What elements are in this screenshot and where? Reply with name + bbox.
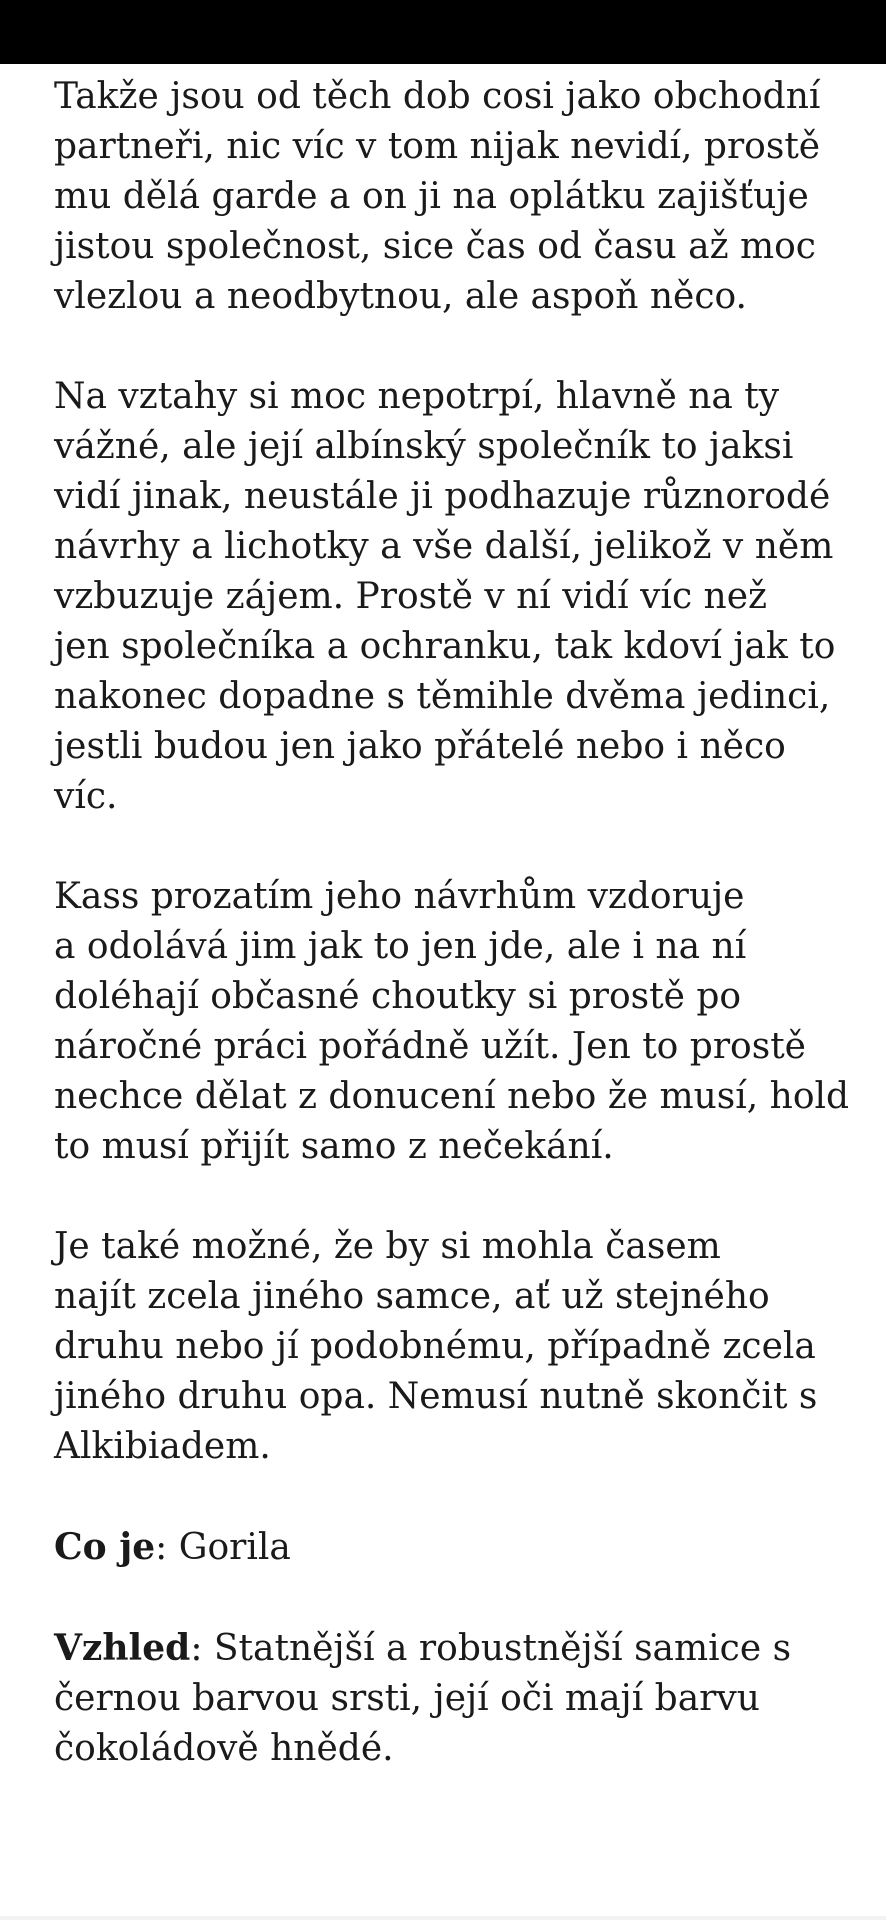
- text-line: vlezlou a neodbytnou, ale aspoň něco.: [54, 276, 747, 317]
- text-line: druhu nebo jí podobnému, případně zcela: [54, 1326, 816, 1367]
- field-value: : Statnější a robustnější samice s: [190, 1628, 792, 1669]
- text-line: vzbuzuje zájem. Prostě v ní vidí víc než: [54, 576, 768, 617]
- field-value: : Gorila: [155, 1527, 291, 1568]
- field-species: [54, 1522, 854, 1573]
- text-line: návrhy a lichotky a vše další, jelikož v něm: [54, 526, 834, 567]
- text-line: partneři, nic víc v tom nijak nevidí, prostě: [54, 126, 821, 167]
- text-line: čokoládově hnědé.: [54, 1728, 394, 1769]
- text-line: vážné, ale její albínský společník to jaksi: [54, 426, 794, 467]
- text-line: Je také možné, že by si mohla časem: [54, 1226, 721, 1267]
- text-line: [54, 1623, 854, 1674]
- text-line: to musí přijít samo z nečekání.: [54, 1126, 614, 1167]
- text-line: Kass prozatím jeho návrhům vzdoruje: [54, 876, 745, 917]
- field-label: Co je: [54, 1526, 156, 1568]
- text-line: jistou společnost, sice čas od času až moc: [54, 226, 816, 267]
- text-line: jen společníka a ochranku, tak kdoví jak to: [54, 626, 836, 667]
- text-line: nakonec dopadne s těmihle dvěma jedinci,: [54, 676, 831, 717]
- status-bar: [0, 0, 886, 64]
- text-line: jestli budou jen jako přátelé nebo i něco: [54, 726, 786, 767]
- text-line: Na vztahy si moc nepotrpí, hlavně na ty: [54, 376, 780, 417]
- text-line: Takže jsou od těch dob cosi jako obchodní: [54, 76, 821, 117]
- paragraph-kass: [54, 872, 854, 1172]
- text-line: náročné práci pořádně užít. Jen to prostě: [54, 1026, 806, 1067]
- text-line: víc.: [54, 776, 118, 817]
- text-line: mu dělá garde a on ji na oplátku zajišťuje: [54, 176, 809, 217]
- text-line: doléhají občasné choutky si prostě po: [54, 976, 742, 1017]
- text-line: a odolává jim jak to jen jde, ale i na ní: [54, 926, 747, 967]
- paragraph-relationships: [54, 372, 854, 822]
- article-body: [54, 72, 854, 1774]
- paragraph-possibility: [54, 1222, 854, 1472]
- bottom-divider: [0, 1916, 886, 1920]
- text-line: Alkibiadem.: [54, 1426, 271, 1467]
- text-line: vidí jinak, neustále ji podhazuje různorodé: [54, 476, 831, 517]
- field-appearance: [54, 1623, 854, 1774]
- text-line: černou barvou srsti, její oči mají barvu: [54, 1678, 760, 1719]
- paragraph-partnership: [54, 72, 854, 322]
- text-line: nechce dělat z donucení nebo že musí, hold: [54, 1076, 850, 1117]
- text-line: jiného druhu opa. Nemusí nutně skončit s: [54, 1376, 818, 1417]
- text-line: najít zcela jiného samce, ať už stejného: [54, 1276, 770, 1317]
- field-label: Vzhled: [54, 1627, 191, 1669]
- text-line: [54, 1522, 854, 1573]
